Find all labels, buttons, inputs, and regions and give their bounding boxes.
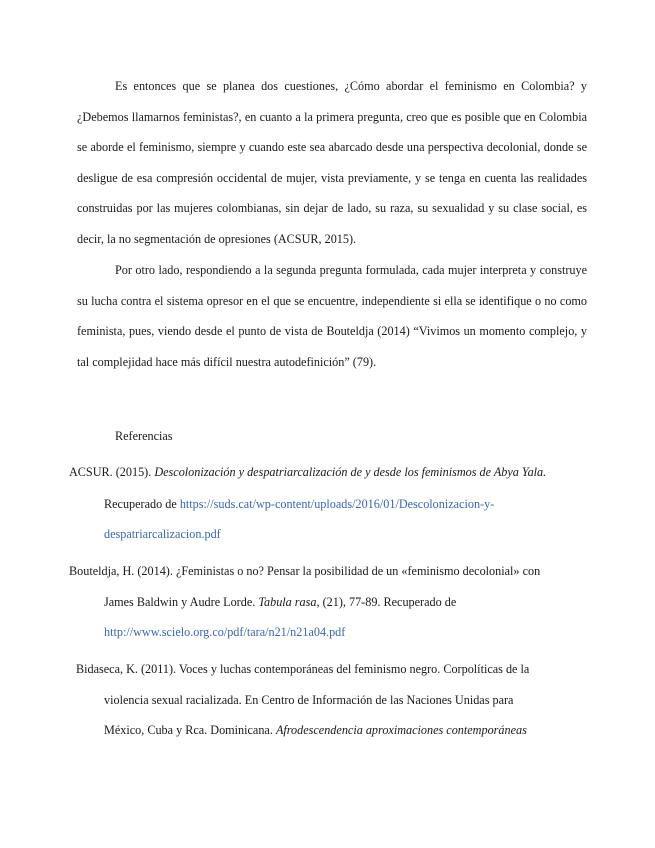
reference-bouteldja-line-2: [104, 592, 456, 612]
reference-bidaseca-book-title: Afrodescendencia aproximaciones contemporáneas: [275, 723, 527, 737]
paragraph-1-text: Es entonces que se planea dos cuestiones, ¿Cómo abordar el feminismo en Colombia? y ¿Debemos llamarnos feministas?, en cuanto a la primera pregunta, creo que es posible que en Colombia se aborde el feminismo, siempre y cuando este sea abarcado desde una perspectiva decolonial, donde se desligue de esa compresión occidental de mujer, vista previamente, y se tenga en cuenta las realidades construidas por las mujeres colombianas, sin dejar de lado, su raza, su sexualidad y su clase social, es decir, la no segmentación de opresiones (ACSUR, 2015).: [77, 79, 587, 246]
reference-bouteldja-authors: James Baldwin y Audre Lorde.: [104, 595, 259, 609]
references-heading: Referencias: [115, 429, 173, 443]
body-paragraph-1: [77, 71, 587, 254]
body-paragraph-2: [77, 255, 587, 377]
reference-acsur-line-2: [104, 494, 494, 514]
reference-acsur-line-1: [69, 462, 546, 482]
reference-acsur-title: Descolonización y despatriarcalización de y desde los feminismos de Abya Yala.: [154, 465, 547, 479]
reference-bouteldja-line-3: [104, 622, 345, 642]
reference-acsur-author: ACSUR. (2015).: [69, 465, 155, 479]
reference-bidaseca-place: México, Cuba y Rca. Dominicana.: [104, 723, 276, 737]
reference-bidaseca-line-3: [104, 720, 527, 740]
reference-bidaseca-line-1: Bidaseca, K. (2011). Voces y luchas contemporáneas del feminismo negro. Corpolíticas de la: [76, 662, 530, 676]
reference-acsur-link[interactable]: https://suds.cat/wp-content/uploads/2016/01/Descolonizacion-y-: [179, 497, 495, 511]
reference-bouteldja-pages: (21), 77-89. Recuperado de: [319, 595, 457, 609]
reference-bouteldja-line-1: Bouteldja, H. (2014). ¿Feministas o no? Pensar la posibilidad de un «feminismo decolonial» con: [69, 564, 541, 578]
reference-bouteldja-journal: Tabula rasa,: [258, 595, 320, 609]
reference-acsur-line-3: [104, 524, 221, 544]
reference-acsur-link-continued[interactable]: despatriarcalizacion.pdf: [104, 527, 221, 541]
reference-bidaseca-line-2: violencia sexual racializada. En Centro de Información de las Naciones Unidas para: [104, 693, 514, 707]
reference-acsur-retrieved: Recuperado de: [104, 497, 180, 511]
paragraph-2-text: Por otro lado, respondiendo a la segunda pregunta formulada, cada mujer interpreta y construye su lucha contra el sistema opresor en el que se encuentre, independiente si ella se identifique o no como feminista, pues, viendo desde el punto de vista de Bouteldja (2014) “Vivimos un momento complejo, y tal complejidad hace más difícil nuestra autodefinición” (79).: [77, 263, 587, 369]
reference-bouteldja-link[interactable]: http://www.scielo.org.co/pdf/tara/n21/n21a04.pdf: [104, 625, 346, 639]
